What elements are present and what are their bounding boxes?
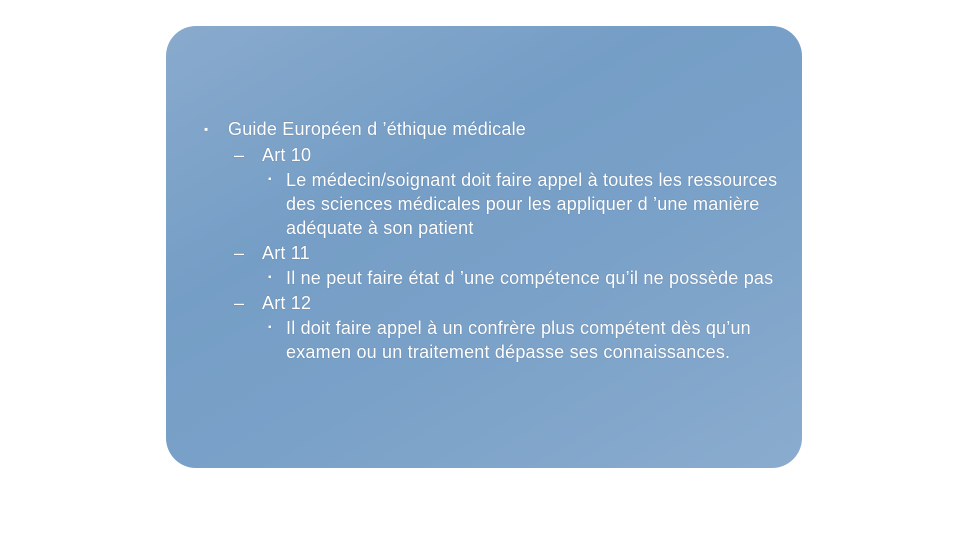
dash-bullet-icon: –: [234, 293, 245, 313]
outline-list: [204, 116, 782, 364]
square-bullet-icon: ▪: [204, 122, 209, 136]
article-label: Art 12: [262, 293, 312, 313]
square-bullet-icon: ▪: [268, 272, 272, 283]
article-text: Le médecin/soignant doit faire appel à toutes les ressources des sciences médicales pour les appliquer d ’une manière adéquate à son patient: [286, 170, 778, 238]
article-text: Il doit faire appel à un confrère plus compétent dès qu’un examen ou un traitement dépasse ses connaissances.: [286, 318, 751, 362]
dash-bullet-icon: –: [234, 145, 245, 165]
article-text: Il ne peut faire état d ’une compétence qu’il ne possède pas: [286, 268, 774, 288]
guide-heading: Guide Européen d ’éthique médicale: [228, 119, 526, 139]
article-label: Art 11: [262, 243, 310, 263]
square-bullet-icon: ▪: [268, 174, 272, 185]
article-label: Art 10: [262, 145, 312, 165]
dash-bullet-icon: –: [234, 243, 245, 263]
content-panel: [166, 26, 802, 468]
article-item: [234, 142, 782, 240]
article-item: [234, 240, 782, 290]
outline-item-guide: [204, 116, 782, 364]
article-detail: [266, 316, 782, 364]
articles-list: [228, 142, 782, 364]
article-detail: [266, 266, 782, 290]
article-detail: [266, 168, 782, 240]
article-detail-list: [262, 316, 782, 364]
article-item: [234, 290, 782, 364]
article-detail-list: [262, 266, 782, 290]
square-bullet-icon: ▪: [268, 322, 272, 333]
article-detail-list: [262, 168, 782, 240]
